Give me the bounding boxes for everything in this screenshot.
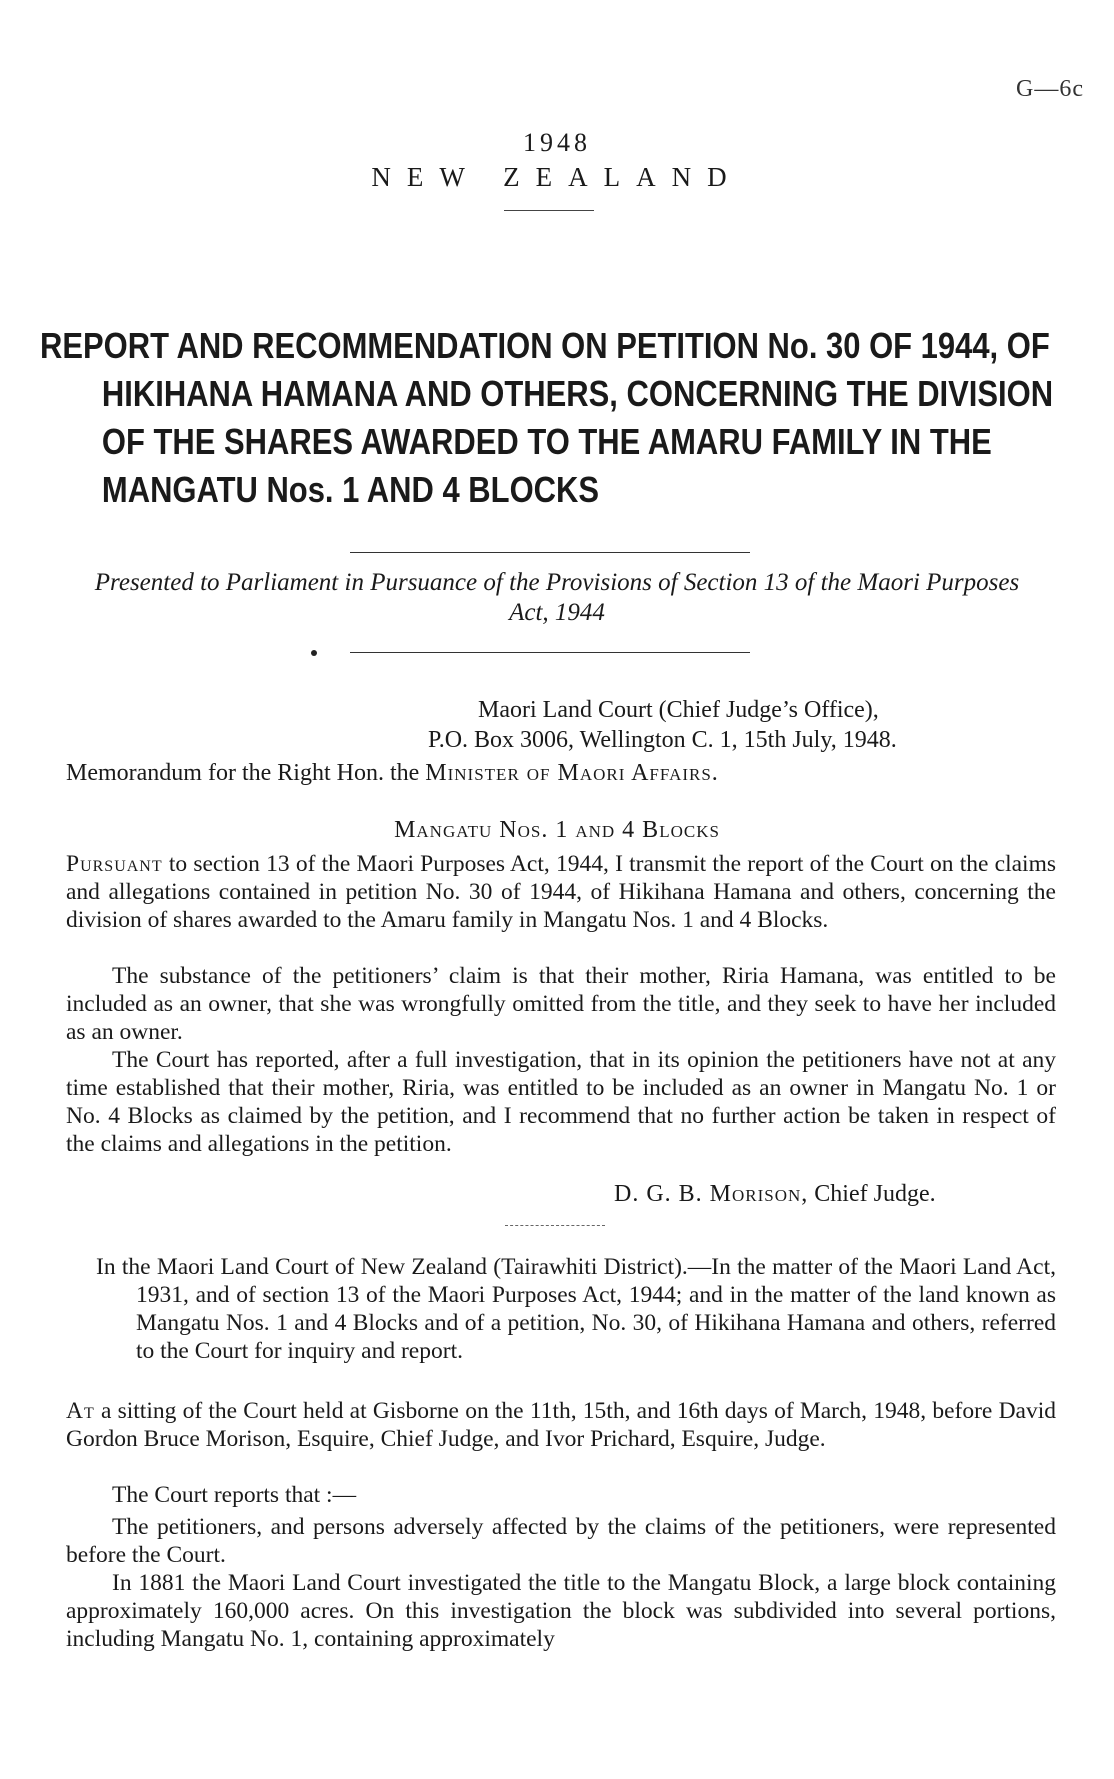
memo-recipient: Minister of Maori Affairs.	[425, 760, 719, 786]
paragraph: In 1881 the Maori Land Court investigated the title to the Mangatu Block, a large block containing approximately 160,000 acres. On this investigation the block was subdivided into several portions, including Mangatu No. 1, containing approximately	[66, 1570, 1056, 1652]
paragraph: The Court reports that :—	[112, 1482, 357, 1508]
signature-name: D. G. B. Morison,	[614, 1181, 809, 1207]
divider	[350, 652, 750, 653]
title-line: HIKIHANA HAMANA AND OTHERS, CONCERNING THE DIVISION	[101, 373, 1054, 414]
title-line: OF THE SHARES AWARDED TO THE AMARU FAMILY IN THE	[101, 421, 992, 462]
bullet-mark	[311, 650, 317, 656]
paragraph: The substance of the petitioners’ claim is that their mother, Riria Hamana, was entitled to be included as an owner, that she was wrongfully omitted from the title, and they seek to have her included as an owner.	[66, 963, 1056, 1045]
report-title	[40, 322, 1054, 514]
paragraph	[66, 850, 1056, 934]
divider	[505, 1225, 605, 1226]
paragraph-text: to section 13 of the Maori Purposes Act, 1944, I transmit the report of the Court on the claims and allegations contained in petition No. 30 of 1944, of Hikihana Hamana and others, concerning the division of shares awarded to the Amaru family in Mangatu Nos. 1 and 4 Blocks.	[66, 851, 1056, 933]
presented-note	[40, 568, 1074, 628]
paragraph: The Court has reported, after a full investigation, that in its opinion the petitioners have not at any time established that their mother, Riria, was entitled to be included as an owner in Mangatu No. 1 or No. 4 Blocks as claimed by the petition, and I recommend that no further action be taken in respect of the claims and allegations in the petition.	[66, 1047, 1056, 1157]
presented-line: Act, 1944	[509, 599, 605, 626]
lead-word: Pursuant	[66, 851, 163, 877]
title-line: REPORT AND RECOMMENDATION ON PETITION No. 30 OF 1944, OF	[40, 325, 1050, 366]
country-heading: NEW ZEALAND	[371, 162, 743, 192]
lead-word: At	[66, 1398, 95, 1424]
presented-line: Presented to Parliament in Pursuance of the Provisions of Section 13 of the Maori Purposes	[94, 569, 1020, 596]
title-line: MANGATU Nos. 1 AND 4 BLOCKS	[101, 469, 600, 510]
paragraph	[66, 1397, 1056, 1453]
paragraph: The petitioners, and persons adversely affected by the claims of the petitioners, were represented before the Court.	[66, 1514, 1056, 1568]
memo-prefix: Memorandum for the Right Hon. the	[66, 760, 426, 786]
address-line: P.O. Box 3006, Wellington C. 1, 15th July, 1948.	[428, 727, 897, 753]
divider	[504, 210, 594, 211]
memorandum-line	[66, 760, 719, 787]
signature	[614, 1181, 936, 1208]
signature-title: Chief Judge.	[808, 1181, 936, 1207]
address-line: Maori Land Court (Chief Judge’s Office),	[478, 697, 879, 723]
section-heading: Mangatu Nos. 1 and 4 Blocks	[394, 817, 720, 843]
paragraph-text: a sitting of the Court held at Gisborne on the 11th, 15th, and 16th days of March, 1948, before David Gordon Bruce Morison, Esquire, Chief Judge, and Ivor Prichard, Esquire, Judge.	[66, 1398, 1056, 1452]
matter-heading: In the Maori Land Court of New Zealand (Tairawhiti District).—In the matter of the Maori Land Act, 1931, and of section 13 of the Maori Purposes Act, 1944; and in the matter of the land known as Mangatu Nos. 1 and 4 Blocks and of a petition, No. 30, of Hikihana Hamana and others, referred to the Court for inquiry and report.	[96, 1254, 1056, 1364]
divider	[350, 552, 750, 553]
document-year: 1948	[523, 128, 591, 157]
document-code: G—6c	[1016, 76, 1084, 102]
